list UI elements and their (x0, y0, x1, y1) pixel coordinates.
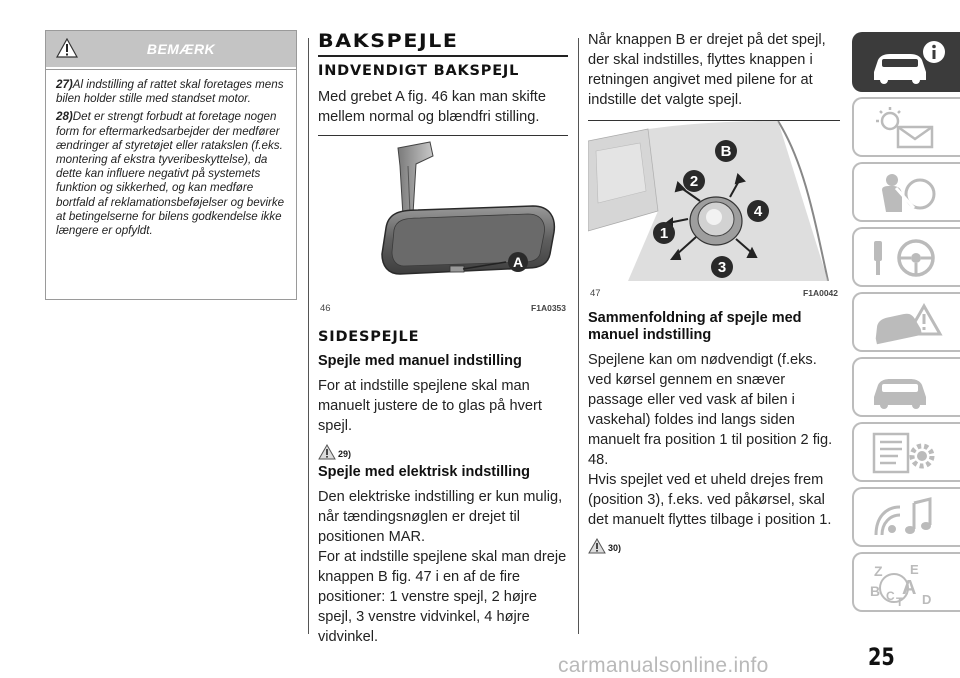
note-item-number: 28) (56, 110, 73, 124)
warning-reference (318, 440, 568, 460)
figure-number: 46 (320, 303, 331, 314)
index-letter: A (902, 577, 917, 599)
tab-index[interactable] (852, 552, 960, 612)
warning-reference (588, 534, 840, 554)
tab-emergency[interactable] (852, 292, 960, 352)
figure-label-4: 4 (753, 203, 763, 220)
subsection-title: SIDESPEJLE (318, 329, 420, 345)
electric-mirrors-text: Den elektriske indstilling er kun mulig, når tændingsnøglen er drejet til positionen MAR. (318, 489, 563, 545)
folding-title: Sammenfoldning af spejle med manuel indstilling (588, 310, 802, 343)
interior-mirror-text: Med grebet A fig. 46 kan man skifte mellem normal og blændfri stilling. (318, 89, 546, 125)
page-number: 25 (868, 643, 895, 671)
warning-reference-number: 30) (608, 543, 622, 553)
note-header (46, 31, 296, 67)
index-letter: D (922, 592, 932, 606)
note-column (45, 30, 297, 300)
tab-lights-warnings[interactable] (852, 97, 960, 157)
figure-label-2: 2 (689, 173, 699, 190)
index-letter: E (910, 562, 919, 577)
index-letter: C (886, 589, 895, 603)
section-title: BAKSPEJLE (318, 30, 459, 52)
tab-steering[interactable] (852, 227, 960, 287)
note-item-number: 27) (56, 78, 73, 91)
note-item (56, 78, 286, 106)
car-info-icon (868, 40, 948, 86)
warning-reference-number: 29) (338, 449, 352, 459)
figure-label-3: 3 (717, 259, 727, 276)
folding-text: Spejlene kan om nødvendigt (f.eks. ved kørsel gennem en snæver passage eller ved vask af bilen i vaskehal) foldes ind langs siden manuelt fra position 1 til position 2 fig. 48. (588, 352, 833, 468)
electric-mirrors-title: Spejle med elektrisk indstilling (318, 464, 530, 480)
note-box (45, 30, 297, 300)
car-service-icon (868, 365, 948, 411)
index-letter: B (870, 583, 881, 599)
note-item (56, 110, 286, 238)
figure-code: F1A0042 (803, 288, 838, 298)
figure-number: 47 (590, 288, 601, 299)
mirror-control-knob-illustration (588, 121, 840, 281)
manual-mirrors-text: For at indstille spejlene skal man manuelt justere de to glas på hvert spejl. (318, 378, 542, 434)
column-divider (578, 38, 579, 634)
knob-intro-text: Når knappen B er drejet på det spejl, der skal indstilles, flyttes knappen i retningen angivet med pilene for at indstille det valgte spejl. (588, 32, 826, 108)
tab-safety[interactable] (852, 162, 960, 222)
folding-text: Hvis spejlet ved et uheld drejes frem (position 3), f.eks. ved påkørsel, skal det manuelt flyttes tilbage i position 1. (588, 472, 832, 528)
warning-icon (318, 444, 336, 460)
index-letter: Z (874, 563, 883, 579)
note-divider (46, 69, 296, 70)
folding-column (588, 30, 840, 558)
figure-caption (588, 286, 840, 300)
figure-label-1: 1 (659, 225, 669, 242)
figure-46 (318, 135, 568, 315)
section-title-rule (318, 55, 568, 57)
mirrors-column (318, 30, 568, 647)
watermark: carmanualsonline.info (558, 654, 769, 677)
subsection-title: INDVENDIGT BAKSPEJL (318, 63, 520, 79)
figure-47 (588, 120, 840, 300)
note-item-text: Det er strengt forbudt at foretage nogen form for eftermarkedsarbejder der medfører ændringer af styretøjet eller ratakslen (f.eks. montering af ekstra tyveribeskyttelse), da dette kan influere negativt på systemets funktion og sikkerhed, og kan medføre bortfald af reklamationsbeføjelser og bevirke at betingelserne for bilens godkendelse ikke længere er opfyldt. (56, 110, 285, 238)
note-item-text: Al indstilling af rattet skal foretages mens bilen holder stille med standset motor. (56, 78, 284, 106)
media-music-icon (868, 495, 948, 541)
index-letter: T (896, 595, 904, 606)
steering-wheel-icon (868, 235, 948, 281)
tab-service[interactable] (852, 357, 960, 417)
electric-mirrors-text: For at indstille spejlene skal man dreje knappen B fig. 47 i en af de fire positioner: 1 venstre spejl, 2 højre spejl, 3 venstre vidvinkel, 4 højre vidvinkel. (318, 549, 567, 645)
rearview-mirror-illustration (318, 136, 568, 296)
safety-airbag-icon (868, 170, 948, 216)
tab-multimedia[interactable] (852, 487, 960, 547)
tab-car-info[interactable] (852, 32, 960, 92)
index-alphabet-icon (868, 560, 948, 606)
column-divider (308, 38, 309, 634)
specifications-gear-icon (868, 430, 948, 476)
tab-specifications[interactable] (852, 422, 960, 482)
chapter-sidebar (852, 32, 960, 617)
figure-label-b: B (720, 143, 732, 160)
note-title: BEMÆRK (146, 41, 216, 57)
figure-code: F1A0353 (531, 303, 566, 313)
note-body (46, 72, 296, 238)
manual-mirrors-title: Spejle med manuel indstilling (318, 353, 522, 369)
road-hazard-icon (868, 300, 948, 346)
lights-warning-icon (868, 105, 948, 151)
figure-caption (318, 301, 568, 315)
warning-icon (588, 538, 606, 554)
figure-label-a: A (512, 254, 524, 270)
